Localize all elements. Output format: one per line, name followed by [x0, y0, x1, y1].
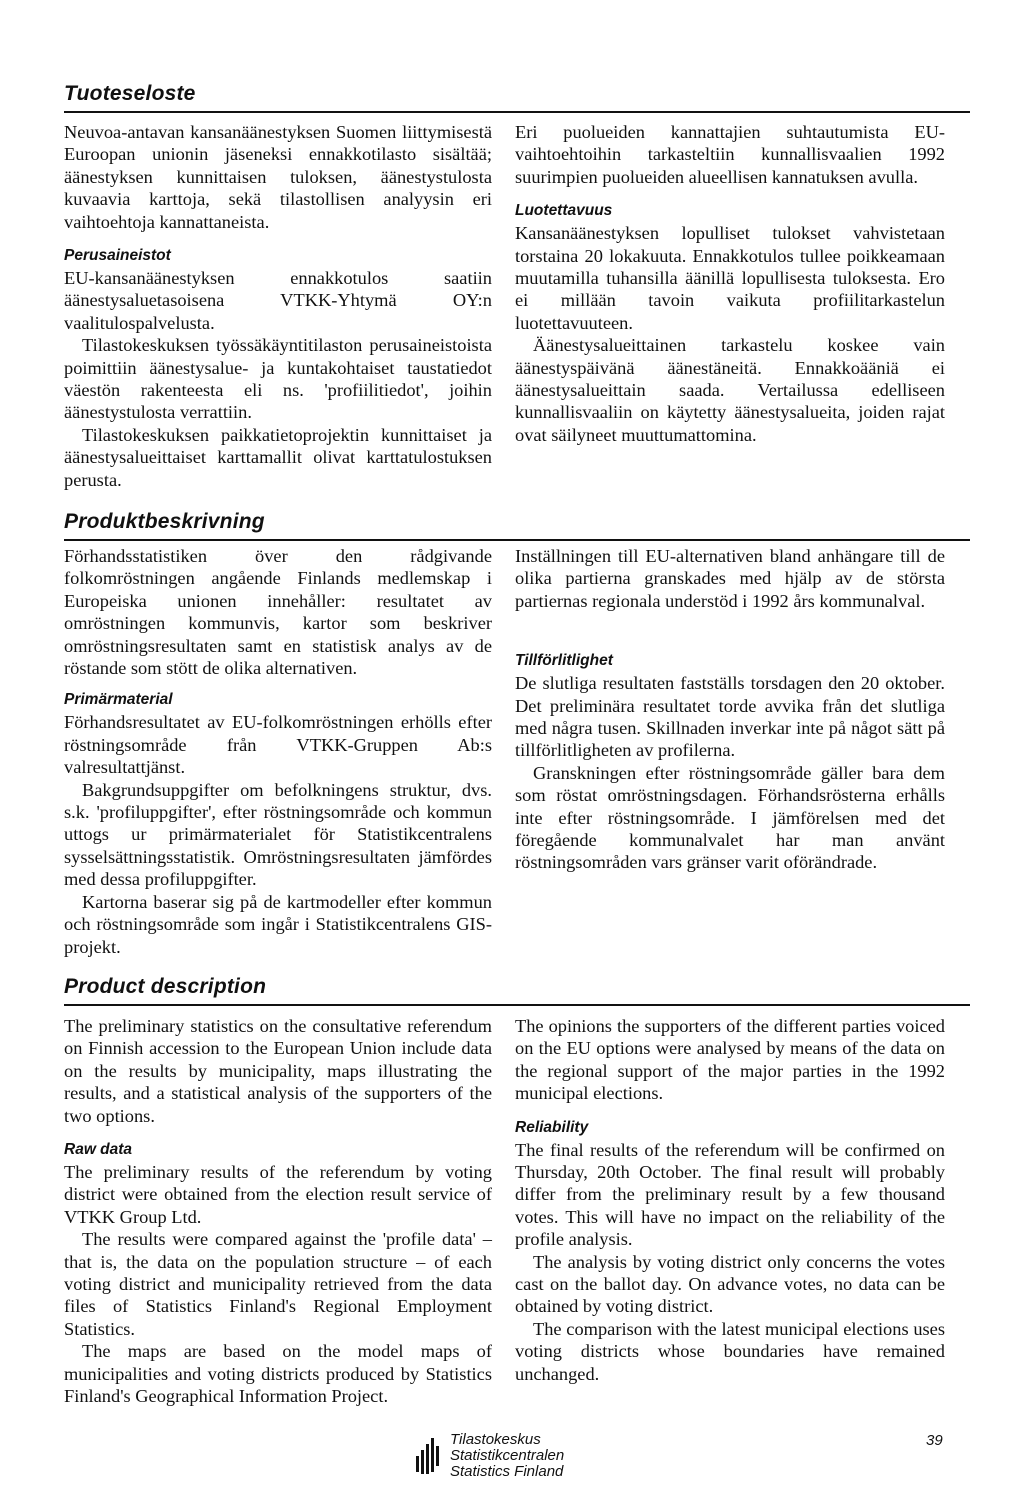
page-number: 39 [926, 1432, 943, 1449]
sv-right-paragraph-1: Inställningen till EU-alternativen bland anhängare till de olika partierna granskades med hjälp av de största partiernas regionala understöd i 1992 års kommunalval. [515, 546, 945, 611]
section-heading-en: Product description [64, 975, 267, 998]
fi-right-paragraph-2: Kansanäänestyksen lopulliset tulokset vahvistetaan torstaina 20 lokakuuta. Ennakkotulos tullee poikkeamaan muutamilla tuhansilla äänillä lopullisesta tuloksesta. Ero ei millään tavoin vaikuta profiilitarkastelun luotettavuuteen. [515, 223, 945, 333]
section-rule-fi [64, 111, 970, 113]
section-rule-en [64, 1004, 970, 1006]
fi-left-paragraph-3: Tilastokeskuksen työssäkäyntitilaston perusaineistoista poimittiin äänestysalue- ja kuntakohtaiset taustatiedot väestön rakenteesta eli ns. 'profiilitiedot', joihin äänestystulosta verrattiin. [64, 335, 492, 423]
en-left-subheading: Raw data [64, 1141, 133, 1159]
sv-right-subheading: Tillförlitlighet [515, 652, 613, 670]
sv-left-column [64, 545, 492, 958]
fi-left-paragraph-1: Neuvoa-antavan kansanäänestyksen Suomen liittymisestä Euroopan unionin jäseneksi ennakkotilasto sisältää; äänestyksen kunnittaisen tuloksen, äänestystulosta kuvaavia karttoja, sekä tilastollisen analyysin eri vaihtoehtoja kannattaneista. [64, 122, 492, 232]
en-right-paragraph-1: The opinions the supporters of the different parties voiced on the EU options were analysed by means of the data on the regional support of the major parties in the 1992 municipal elections. [515, 1016, 945, 1104]
fi-left-column [64, 121, 492, 491]
en-right-column [515, 1015, 945, 1385]
section-heading-sv: Produktbeskrivning [64, 510, 265, 533]
en-right-subheading: Reliability [515, 1118, 589, 1136]
en-left-paragraph-2: The preliminary results of the referendum by voting district were obtained from the election result service of VTKK Group Ltd. [64, 1162, 492, 1227]
fi-left-subheading: Perusaineistot [64, 247, 171, 265]
sv-right-column [515, 545, 945, 874]
footer-line-en: Statistics Finland [450, 1463, 564, 1480]
section-rule-sv [64, 539, 970, 541]
en-right-paragraph-4: The comparison with the latest municipal elections uses voting districts whose boundaries have remained unchanged. [515, 1318, 945, 1384]
en-left-paragraph-3: The results were compared against the 'profile data' – that is, the data on the population structure – of each voting district and municipality retrieved from the data files of Statistics Finland's Regional Employment Statistics. [64, 1229, 492, 1339]
fi-left-paragraph-2: EU-kansanäänestyksen ennakkotulos saatiin äänestysaluetasoisena VTKK-Yhtymä OY:n vaalitulospalvelusta. [64, 268, 492, 333]
fi-right-subheading: Luotettavuus [515, 202, 613, 220]
sv-left-paragraph-1: Förhandsstatistiken över den rådgivande folkomröstningen angående Finlands medlemskap i Europeiska unionen innehåller: resultatet av omröstningen kommunvis, kartor som beskriver omröstningsresultaten samt en statistisk analys av de röstande som stött de olika alternativen. [64, 546, 492, 679]
sv-left-paragraph-2: Förhandsresultatet av EU-folkomröstningen erhölls efter röstningsområde från VTKK-Gruppen Ab:s valresultattjänst. [64, 712, 492, 778]
sv-left-subheading: Primärmaterial [64, 691, 173, 709]
sv-left-paragraph-3: Bakgrundsuppgifter om befolkningens struktur, dvs. s.k. 'profiluppgifter', efter röstningsområde och kommun uttogs ur primärmaterialet för Statistikcentralens sysselsättningsstatistik. Omröstningsresultaten jämfördes med dessa profiluppgifter. [64, 779, 492, 890]
fi-right-paragraph-1: Eri puolueiden kannattajien suhtautumista EU-vaihtoehtoihin tarkasteltiin kunnallisvaalien 1992 suurimpien puolueiden alueellisen kannatuksen avulla. [515, 122, 945, 187]
footer-publisher [418, 1432, 564, 1480]
fi-right-paragraph-3: Äänestysalueittainen tarkastelu koskee vain äänestyspäivänä äänestäneitä. Ennakkoääniä ei äänestysalueittain saada. Vertailussa edelliseen kunnallisvaaliin on käytetty äänestysalueita, joiden rajat ovat säilyneet muuttumattomina. [515, 335, 945, 445]
en-right-paragraph-3: The analysis by voting district only concerns the votes cast on the ballot day. On advance votes, no data can be obtained by voting district. [515, 1251, 945, 1317]
sv-right-paragraph-2: De slutliga resultaten fastställs torsdagen den 20 oktober. Det preliminära resultatet torde avvika från det slutliga med några tusen. Skillnaden inverkar inte på något sätt på tillförlitligheten av profilerna. [515, 673, 945, 761]
fi-left-paragraph-4: Tilastokeskuksen paikkatietoprojektin kunnittaiset ja äänestysalueittaiset karttamallit olivat karttatulostuksen perusta. [64, 424, 492, 490]
sv-left-paragraph-4: Kartorna baserar sig på de kartmodeller efter kommun och röstningsområde som ingår i Statistikcentralens GIS-projekt. [64, 891, 492, 957]
sv-right-paragraph-3: Granskningen efter röstningsområde gäller bara dem som röstat omröstningsdagen. Förhandsrösterna erhålls inte efter röstningsområde. I jämförelsen med det föregående kommunalvalet har man använt röstningsområden vars gränser varit oförändrade. [515, 762, 945, 873]
footer-line-sv: Statistikcentralen [450, 1447, 565, 1464]
section-heading-fi: Tuoteseloste [64, 82, 196, 105]
fi-right-column [515, 121, 945, 446]
en-right-paragraph-2: The final results of the referendum will be confirmed on Thursday, 20th October. The final result will probably differ from the preliminary result by a few thousand votes. This will have no impact on the reliability of the profile analysis. [515, 1139, 945, 1250]
footer-line-fi: Tilastokeskus [450, 1431, 541, 1448]
en-left-column [64, 1015, 492, 1408]
en-left-paragraph-1: The preliminary statistics on the consultative referendum on Finnish accession to the European Union include data on the results by municipality, maps illustrating the results, and a statistical analysis of the supporters of the two options. [64, 1016, 492, 1126]
en-left-paragraph-4: The maps are based on the model maps of municipalities and voting districts produced by Statistics Finland's Geographical Information Project. [64, 1341, 492, 1407]
